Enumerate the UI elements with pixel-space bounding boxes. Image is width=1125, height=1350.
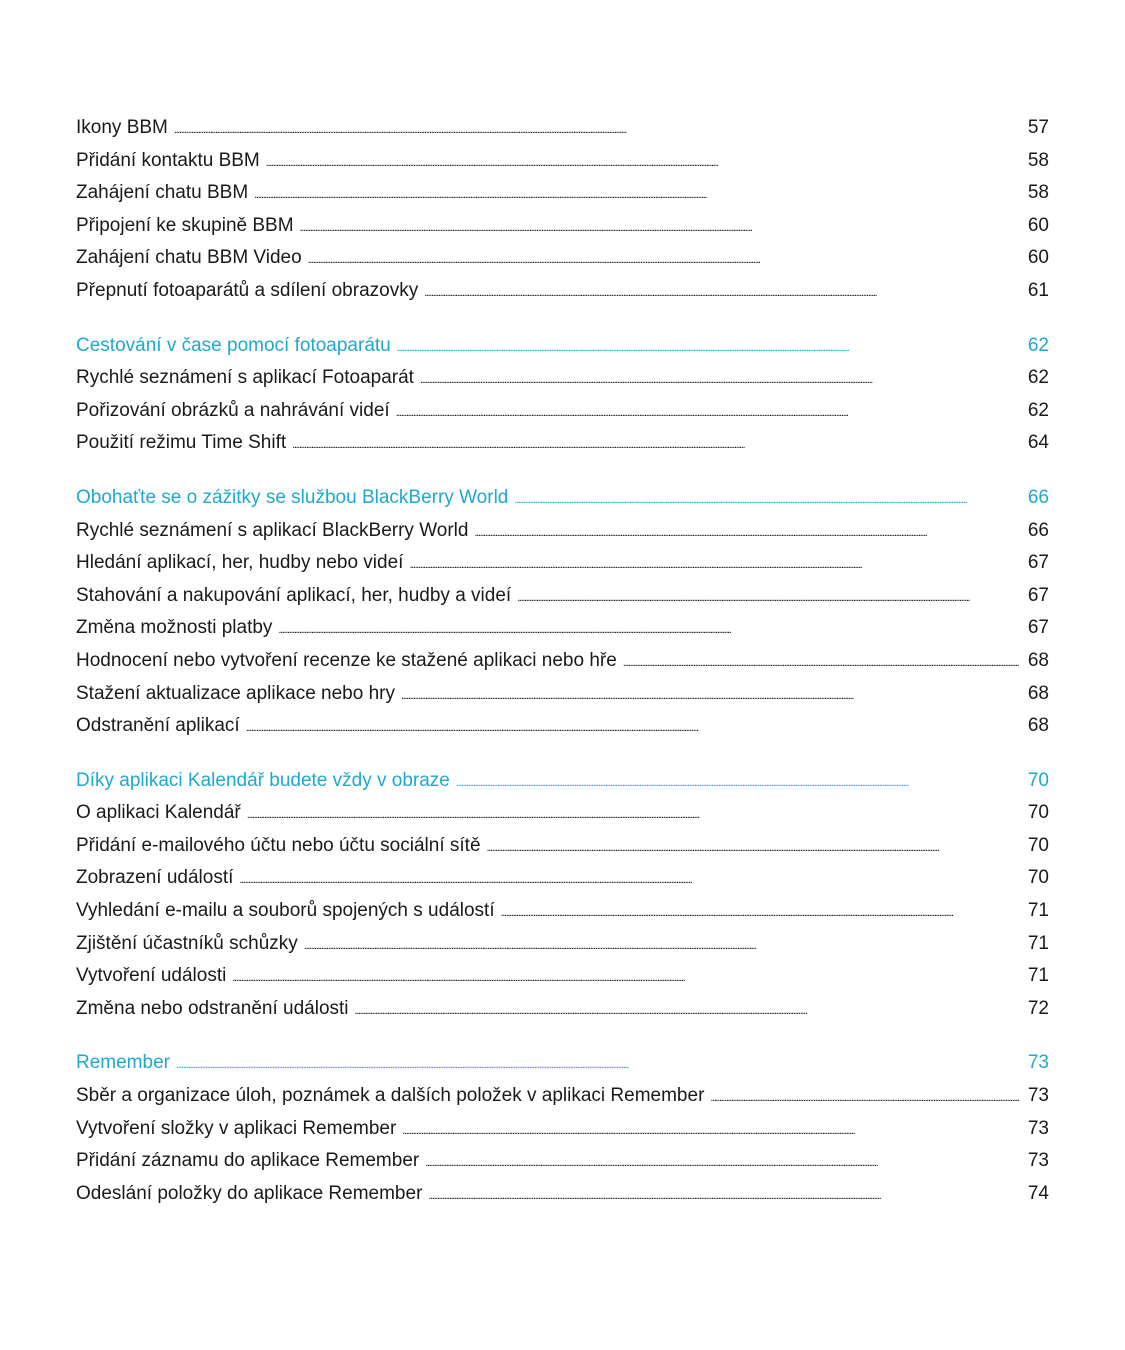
toc-entry[interactable]	[76, 895, 1049, 928]
toc-page-number: 73	[1027, 1117, 1049, 1139]
toc-entry[interactable]	[76, 1113, 1049, 1146]
toc-page-number: 67	[1027, 584, 1049, 606]
toc-entry[interactable]	[76, 710, 1049, 743]
toc-group	[76, 1047, 1049, 1210]
toc-page-number: 72	[1027, 997, 1049, 1019]
toc-entry-label: Zahájení chatu BBM Video	[76, 247, 302, 269]
toc-entry[interactable]	[76, 1145, 1049, 1178]
toc-entry-label: Pořizování obrázků a nahrávání videí	[76, 399, 390, 421]
table-of-contents	[76, 112, 1049, 1210]
dot-leader	[396, 403, 1019, 423]
toc-entry[interactable]	[76, 275, 1049, 308]
toc-entry-label: Odeslání položky do aplikace Remember	[76, 1182, 423, 1204]
dot-leader	[474, 523, 1019, 543]
toc-page-number: 68	[1027, 715, 1049, 737]
toc-group	[76, 765, 1049, 1026]
toc-entry[interactable]	[76, 928, 1049, 961]
toc-entry-label: Stahování a nakupování aplikací, her, hudby a videí	[76, 584, 512, 606]
toc-page-number: 61	[1027, 279, 1049, 301]
toc-entry-label: Rychlé seznámení s aplikací BlackBerry World	[76, 519, 469, 541]
toc-group	[76, 112, 1049, 308]
toc-page-number: 73	[1027, 1052, 1049, 1074]
dot-leader	[278, 620, 1019, 640]
toc-page-number: 71	[1027, 932, 1049, 954]
toc-entry[interactable]	[76, 1080, 1049, 1113]
toc-page-number: 70	[1027, 769, 1049, 791]
toc-entry-label: Zjištění účastníků schůzky	[76, 932, 298, 954]
toc-entry[interactable]	[76, 797, 1049, 830]
toc-page-number: 62	[1027, 399, 1049, 421]
dot-leader	[517, 588, 1019, 608]
toc-entry[interactable]	[76, 362, 1049, 395]
toc-entry-label: Díky aplikaci Kalendář budete vždy v obraze	[76, 769, 450, 791]
dot-leader	[232, 968, 1019, 988]
toc-page-number: 66	[1027, 519, 1049, 541]
dot-leader	[246, 718, 1019, 738]
dot-leader	[456, 773, 1019, 793]
toc-entry-label: Zahájení chatu BBM	[76, 182, 249, 204]
toc-entry[interactable]	[76, 612, 1049, 645]
toc-entry[interactable]	[76, 112, 1049, 145]
dot-leader	[239, 870, 1019, 890]
toc-page-number: 64	[1027, 432, 1049, 454]
toc-page-number: 62	[1027, 367, 1049, 389]
toc-page-number: 67	[1027, 617, 1049, 639]
toc-entry[interactable]	[76, 177, 1049, 210]
dot-leader	[501, 903, 1019, 923]
toc-page-number: 68	[1027, 649, 1049, 671]
toc-page-number: 66	[1027, 486, 1049, 508]
toc-page-number: 58	[1027, 149, 1049, 171]
toc-entry-label: Stažení aktualizace aplikace nebo hry	[76, 682, 395, 704]
toc-entry-label: Přepnutí fotoaparátů a sdílení obrazovky	[76, 279, 419, 301]
toc-group	[76, 482, 1049, 743]
toc-entry[interactable]	[76, 830, 1049, 863]
toc-page-number: 57	[1027, 117, 1049, 138]
toc-entry[interactable]	[76, 395, 1049, 428]
toc-entry-label: Použití režimu Time Shift	[76, 432, 287, 454]
dot-leader	[355, 1001, 1019, 1021]
toc-page-number: 73	[1027, 1150, 1049, 1172]
toc-entry[interactable]	[76, 678, 1049, 711]
toc-entry-label: Rychlé seznámení s aplikací Fotoaparát	[76, 367, 414, 389]
toc-page-number: 67	[1027, 552, 1049, 574]
toc-entry-label: Obohaťte se o zážitky se službou BlackBerry World	[76, 486, 509, 508]
toc-entry-label: Remember	[76, 1052, 170, 1074]
dot-leader	[401, 686, 1019, 706]
dot-leader	[402, 1121, 1019, 1141]
toc-page-number: 74	[1027, 1182, 1049, 1204]
toc-entry-label: Změna nebo odstranění události	[76, 997, 349, 1019]
toc-entry-label: Sběr a organizace úloh, poznámek a dalších položek v aplikaci Remember	[76, 1085, 705, 1107]
toc-entry[interactable]	[76, 645, 1049, 678]
dot-leader	[623, 653, 1019, 673]
toc-entry[interactable]	[76, 1178, 1049, 1211]
toc-entry[interactable]	[76, 210, 1049, 243]
toc-entry[interactable]	[76, 427, 1049, 460]
toc-entry-label: Vytvoření události	[76, 965, 227, 987]
toc-page-number: 71	[1027, 900, 1049, 922]
toc-entry-label: Hodnocení nebo vytvoření recenze ke stažené aplikaci nebo hře	[76, 649, 617, 671]
toc-entry-label: Hledání aplikací, her, hudby nebo videí	[76, 552, 404, 574]
toc-section-heading[interactable]	[76, 330, 1049, 363]
toc-entry-label: Připojení ke skupině BBM	[76, 214, 294, 236]
toc-page-number: 70	[1027, 834, 1049, 856]
toc-entry-label: Změna možnosti platby	[76, 617, 273, 639]
toc-group	[76, 330, 1049, 460]
dot-leader	[254, 185, 1019, 205]
toc-entry-label: Přidání záznamu do aplikace Remember	[76, 1150, 420, 1172]
toc-section-heading[interactable]	[76, 765, 1049, 798]
dot-leader	[409, 555, 1019, 575]
toc-entry[interactable]	[76, 960, 1049, 993]
dot-leader	[487, 838, 1019, 858]
dot-leader	[420, 370, 1019, 390]
toc-entry[interactable]	[76, 242, 1049, 275]
dot-leader	[266, 153, 1019, 173]
toc-entry-label: O aplikaci Kalendář	[76, 802, 241, 824]
toc-page-number: 60	[1027, 247, 1049, 269]
toc-entry[interactable]	[76, 547, 1049, 580]
toc-entry[interactable]	[76, 993, 1049, 1026]
dot-leader	[174, 120, 1019, 140]
toc-entry-label: Přidání e-mailového účtu nebo účtu sociální sítě	[76, 834, 481, 856]
toc-entry-label: Cestování v čase pomocí fotoaparátu	[76, 334, 391, 356]
toc-entry-label: Ikony BBM	[76, 117, 168, 138]
dot-leader	[397, 338, 1019, 358]
toc-page-number: 70	[1027, 867, 1049, 889]
toc-entry-label: Vytvoření složky v aplikaci Remember	[76, 1117, 397, 1139]
toc-entry[interactable]	[76, 515, 1049, 548]
dot-leader	[176, 1055, 1019, 1075]
toc-page-number: 58	[1027, 182, 1049, 204]
toc-entry-label: Zobrazení událostí	[76, 867, 234, 889]
toc-entry[interactable]	[76, 580, 1049, 613]
toc-section-heading[interactable]	[76, 482, 1049, 515]
dot-leader	[292, 435, 1019, 455]
dot-leader	[424, 283, 1019, 303]
toc-page-number: 73	[1027, 1085, 1049, 1107]
dot-leader	[308, 250, 1019, 270]
toc-page-number: 71	[1027, 965, 1049, 987]
toc-section-heading[interactable]	[76, 1047, 1049, 1080]
toc-page-number: 60	[1027, 214, 1049, 236]
toc-page-number: 68	[1027, 682, 1049, 704]
dot-leader	[247, 805, 1019, 825]
dot-leader	[304, 936, 1019, 956]
toc-entry[interactable]	[76, 145, 1049, 178]
toc-entry-label: Vyhledání e-mailu a souborů spojených s událostí	[76, 900, 495, 922]
dot-leader	[300, 218, 1019, 238]
toc-entry-label: Odstranění aplikací	[76, 715, 240, 737]
dot-leader	[425, 1153, 1019, 1173]
dot-leader	[710, 1088, 1019, 1108]
dot-leader	[428, 1186, 1019, 1206]
toc-page-number: 70	[1027, 802, 1049, 824]
dot-leader	[514, 490, 1019, 510]
toc-page-number: 62	[1027, 334, 1049, 356]
toc-entry-label: Přidání kontaktu BBM	[76, 149, 260, 171]
toc-entry[interactable]	[76, 862, 1049, 895]
